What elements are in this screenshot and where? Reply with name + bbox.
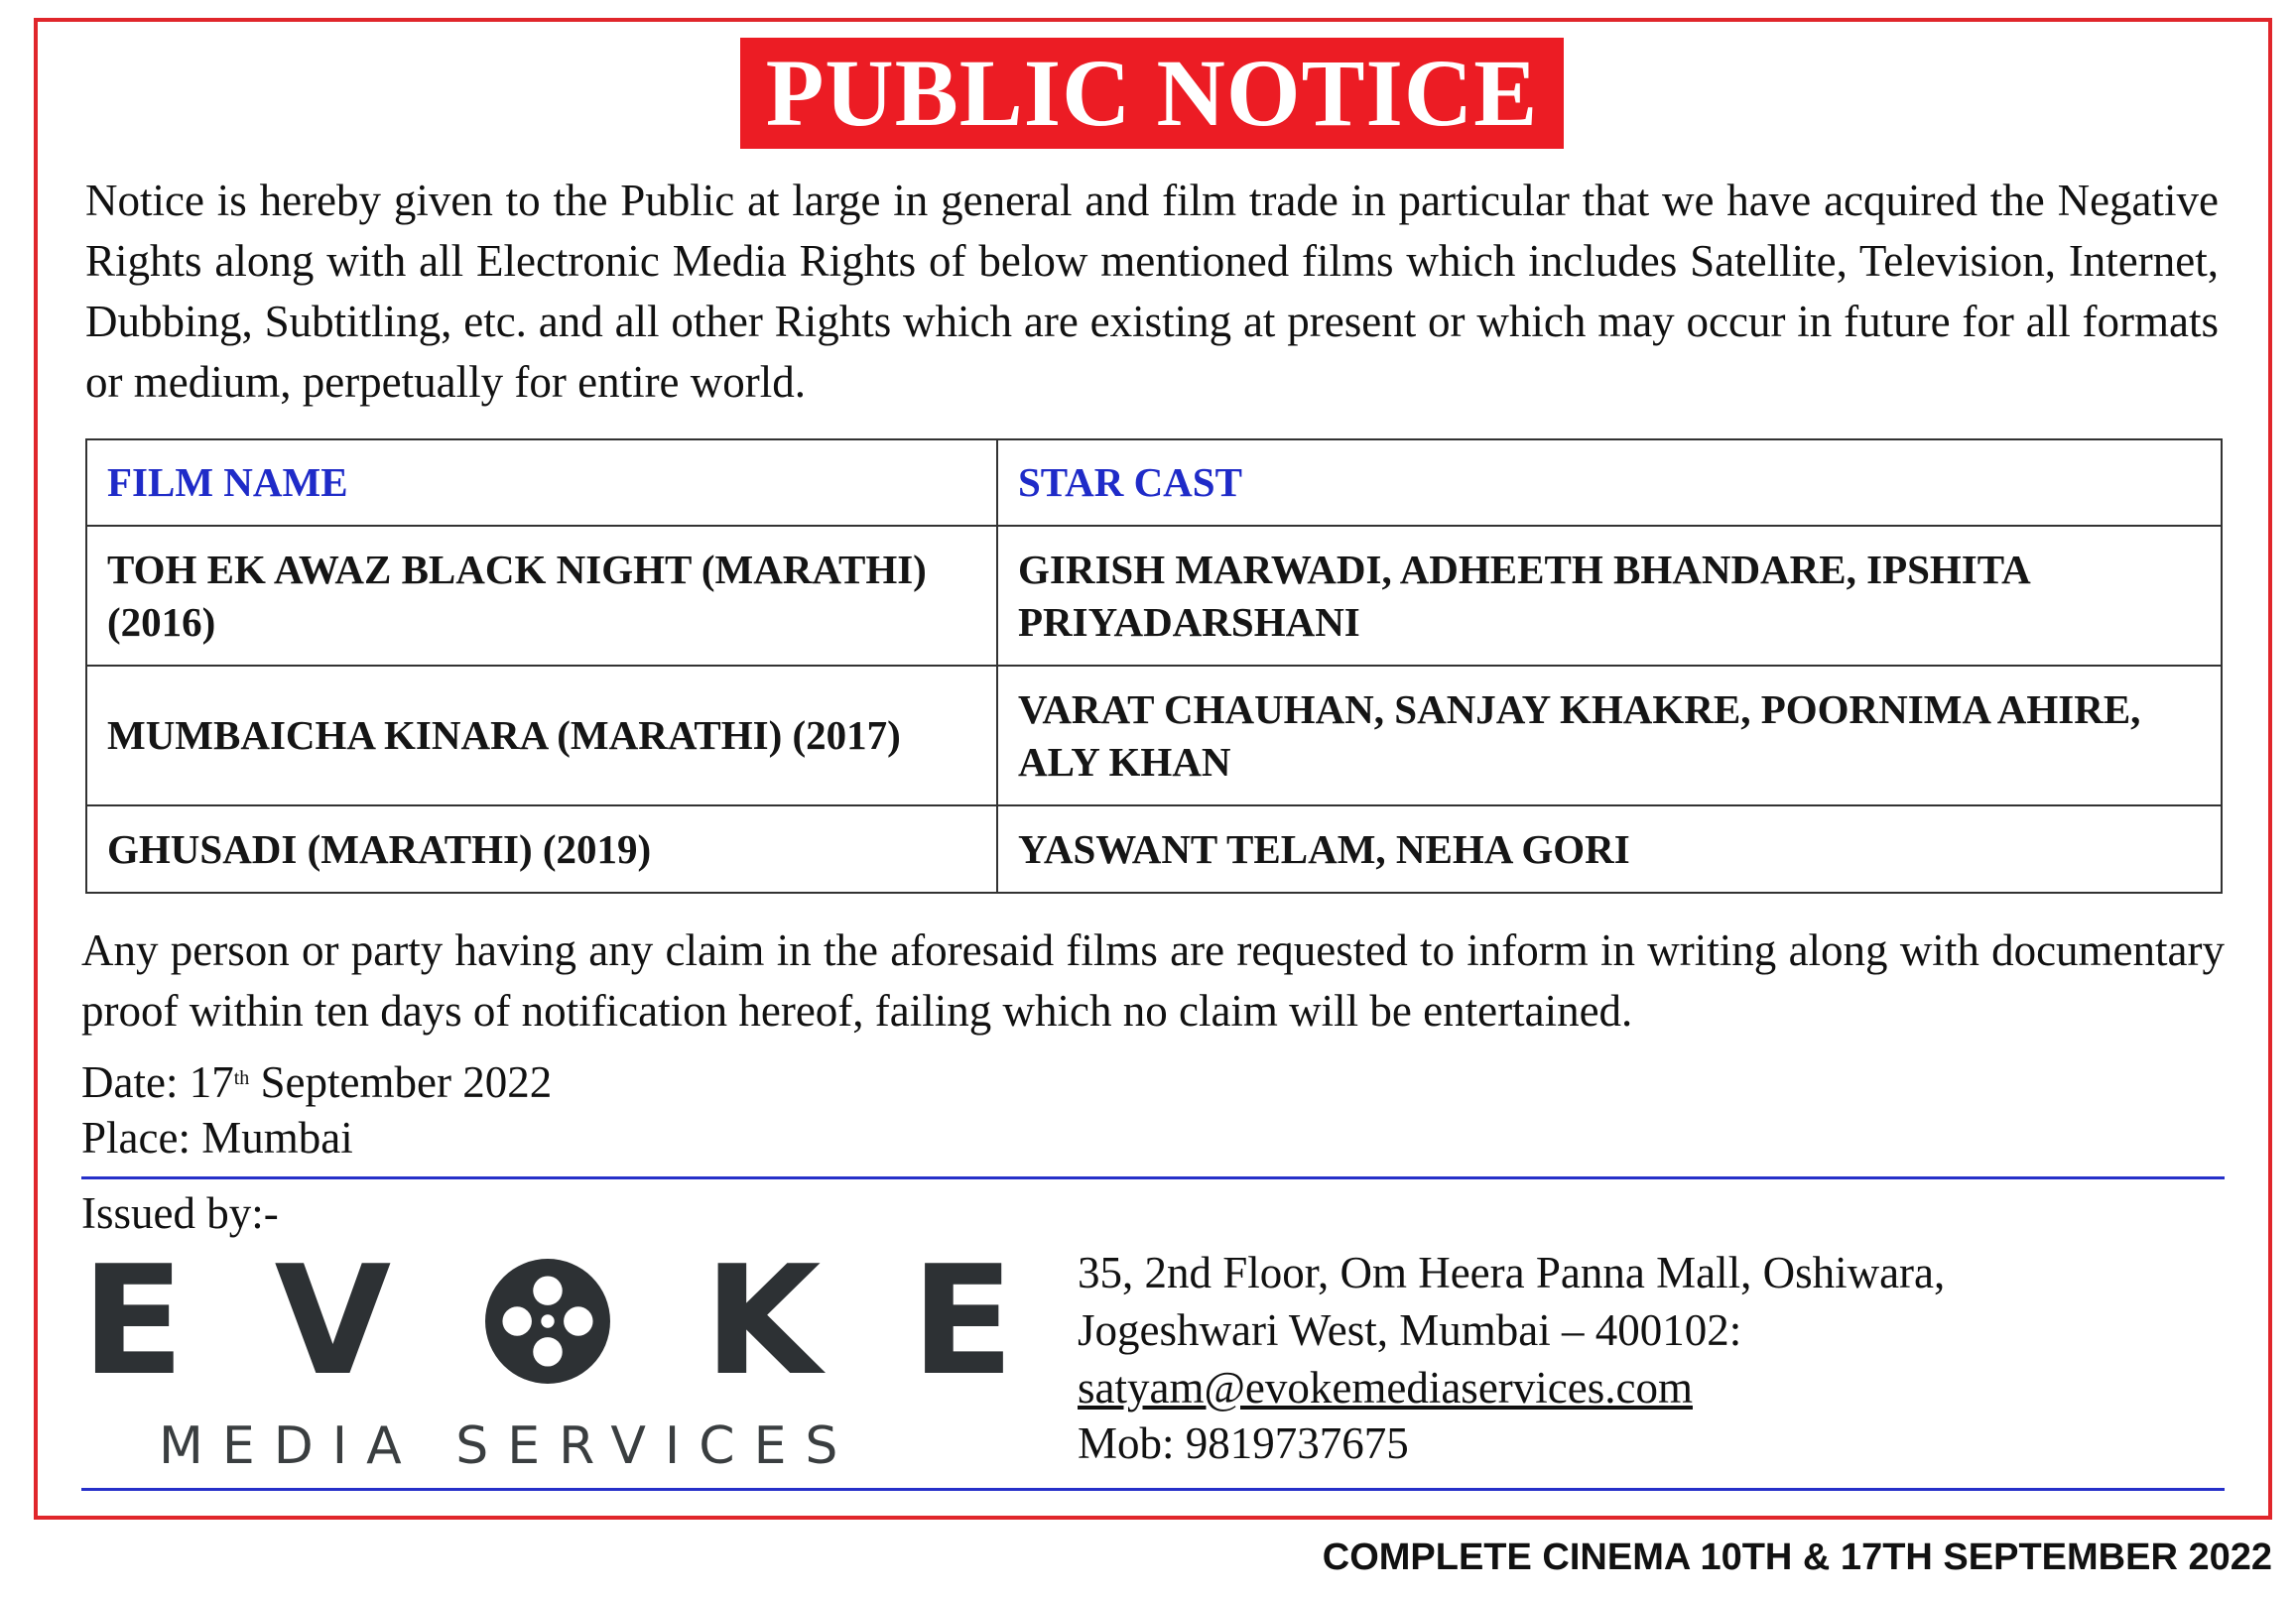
- logo-letter: K: [703, 1233, 822, 1409]
- issued-by-label: Issued by:-: [81, 1188, 279, 1238]
- address-line-1: 35, 2nd Floor, Om Heera Panna Mall, Oshiwara,: [1078, 1248, 1946, 1297]
- star-cast-cell: GIRISH MARWADI, ADHEETH BHANDARE, IPSHITA PRIYADARSHANI: [997, 526, 2222, 666]
- publication-footer: COMPLETE CINEMA 10TH & 17TH SEPTEMBER 2022: [1322, 1537, 2272, 1578]
- notice-date: [81, 1053, 552, 1111]
- film-name-cell: TOH EK AWAZ BLACK NIGHT (MARATHI) (2016): [86, 526, 997, 666]
- evoke-logo: [81, 1233, 1014, 1409]
- date-month-year: September 2022: [260, 1057, 553, 1107]
- notice-title: PUBLIC NOTICE: [740, 38, 1564, 149]
- film-reel-icon: [481, 1255, 614, 1388]
- notice-place: Place: Mumbai: [81, 1113, 353, 1163]
- header-film-name: FILM NAME: [86, 439, 997, 526]
- divider-bottom: [81, 1488, 2225, 1491]
- logo-tagline: MEDIA SERVICES: [159, 1416, 857, 1476]
- table-row: [86, 526, 2222, 666]
- film-name-cell: GHUSADI (MARATHI) (2019): [86, 805, 997, 893]
- star-cast-cell: VARAT CHAUHAN, SANJAY KHAKRE, POORNIMA AHIRE, ALY KHAN: [997, 666, 2222, 805]
- table-row: [86, 805, 2222, 893]
- date-suffix: th: [233, 1067, 250, 1089]
- films-table: [85, 438, 2223, 894]
- header-star-cast: STAR CAST: [997, 439, 2222, 526]
- claim-paragraph: Any person or party having any claim in the aforesaid films are requested to inform in writing along with documentary proof within ten days of notification hereof, failing which no claim will be entertained.: [81, 925, 2225, 1036]
- logo-letter: E: [81, 1233, 185, 1409]
- film-name-cell: MUMBAICHA KINARA (MARATHI) (2017): [86, 666, 997, 805]
- logo-letter: E: [911, 1233, 1014, 1409]
- date-label: Date:: [81, 1057, 179, 1107]
- date-day: 17: [189, 1057, 234, 1107]
- star-cast-cell: YASWANT TELAM, NEHA GORI: [997, 805, 2222, 893]
- logo-letter: V: [274, 1233, 392, 1409]
- intro-paragraph: Notice is hereby given to the Public at large in general and film trade in particular that we have acquired the Negative Rights along with all Electronic Media Rights of below mentioned films which includes Satellite, Television, Internet, Dubbing, Subtitling, etc. and all other Rights which are existing at present or which may occur in future for all formats or medium, perpetually for entire world.: [85, 176, 2219, 407]
- email-link[interactable]: satyam@evokemediaservices.com: [1078, 1363, 1693, 1413]
- divider-top: [81, 1176, 2225, 1179]
- address-line-2: Jogeshwari West, Mumbai – 400102:: [1078, 1305, 1742, 1355]
- table-row: [86, 666, 2222, 805]
- table-header-row: [86, 439, 2222, 526]
- mobile-number: Mob: 9819737675: [1078, 1418, 1409, 1468]
